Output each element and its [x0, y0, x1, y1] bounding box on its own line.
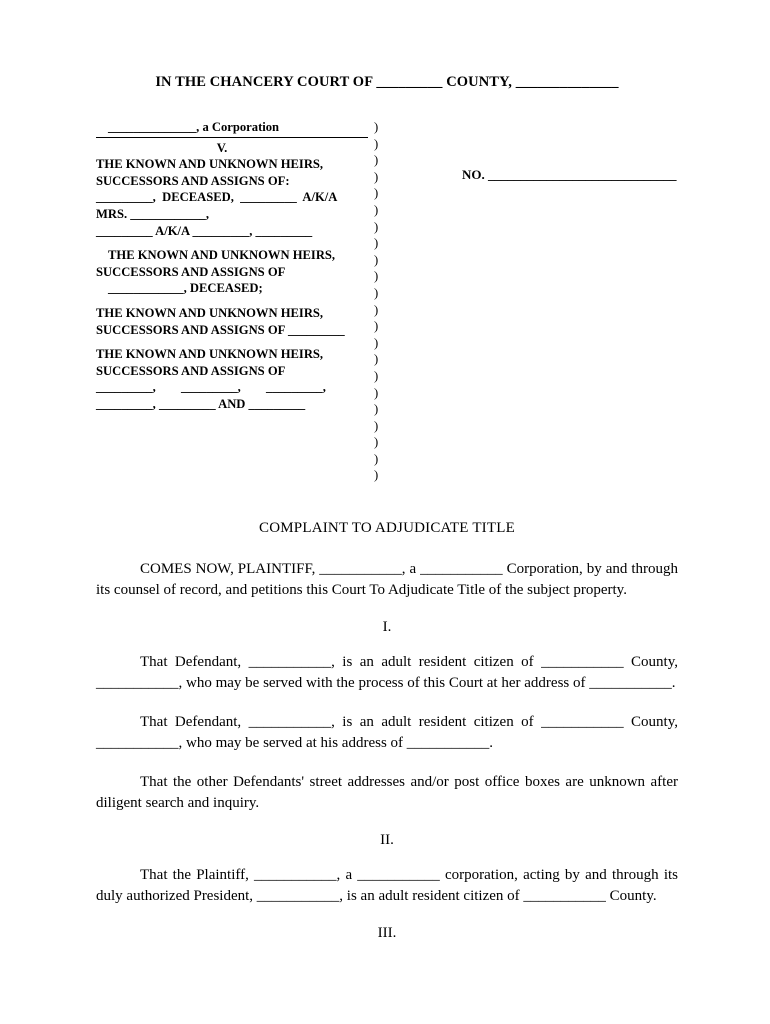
caption-paren: ): [374, 186, 379, 201]
caption-paren-column: [374, 119, 414, 484]
caption-paren: ): [374, 451, 379, 466]
paragraph-3: [96, 772, 678, 814]
defendant-3-line-2: SUCCESSORS AND ASSIGNS OF _________: [96, 322, 345, 337]
intro-text: COMES NOW, PLAINTIFF, ___________, a ___________ Corporation, by and through its counsel of record, and petitions this Court To Adjudicate Title of the subject property.: [96, 561, 678, 599]
caption-paren: ): [374, 136, 379, 151]
case-caption: [96, 119, 678, 484]
case-number-block: [414, 119, 678, 184]
caption-paren: ): [374, 202, 379, 217]
defendant-1-line-4: MRS. ____________,: [96, 206, 209, 221]
caption-paren: ): [374, 335, 379, 350]
court-heading: IN THE CHANCERY COURT OF _________ COUNTY, ______________: [155, 74, 619, 90]
caption-paren: ): [374, 169, 379, 184]
paragraph-2-text: That Defendant, ___________, is an adult resident citizen of ___________ County, ___________, who may be served at his address of ___________.: [96, 714, 678, 752]
section-number-ii: II.: [380, 832, 394, 849]
caption-paren: ): [374, 435, 379, 450]
caption-parties: [96, 119, 374, 413]
paragraph-4: [96, 865, 678, 907]
caption-paren: ): [374, 153, 379, 168]
defendant-1-line-5: _________ A/K/A _________, _________: [96, 223, 313, 238]
defendant-4-line-1: THE KNOWN AND UNKNOWN HEIRS,: [96, 347, 324, 362]
caption-paren: ): [374, 468, 379, 483]
paragraph-4-text: That the Plaintiff, ___________, a ___________ corporation, acting by and through its duly authorized President, ___________, is an adult resident citizen of ___________ County.: [96, 867, 678, 905]
paragraph-3-text: That the other Defendants' street addresses and/or post office boxes are unknown after diligent search and inquiry.: [96, 774, 678, 812]
caption-paren: ): [374, 120, 379, 134]
caption-paren: ): [374, 252, 379, 267]
section-number-iii: III.: [377, 925, 397, 942]
defendant-2-line-1: THE KNOWN AND UNKNOWN HEIRS,: [108, 248, 336, 263]
paragraph-1-text: That Defendant, ___________, is an adult resident citizen of ___________ County, ___________, who may be served with the process of this Court at her address of ___________.: [96, 654, 678, 692]
defendant-1-line-2: SUCCESSORS AND ASSIGNS OF:: [96, 173, 290, 188]
defendant-2-line-2: SUCCESSORS AND ASSIGNS OF: [96, 264, 286, 279]
caption-paren: ): [374, 352, 379, 367]
defendant-4-line-3: _________, _________, _________,: [96, 380, 326, 395]
versus-label: V.: [216, 140, 228, 155]
caption-paren: ): [374, 269, 379, 284]
defendant-4-line-4: _________, _________ AND _________: [96, 396, 306, 411]
caption-paren: ): [374, 319, 379, 334]
caption-spacer-1: [96, 239, 374, 247]
defendant-1-line-3: _________, DECEASED, _________ A/K/A: [96, 190, 338, 205]
plaintiff-name-line: ______________, a Corporation: [108, 120, 280, 134]
case-number-label: NO.: [462, 167, 485, 182]
defendant-3-line-1: THE KNOWN AND UNKNOWN HEIRS,: [96, 305, 324, 320]
paragraph-2: [96, 712, 678, 754]
caption-spacer-3: [96, 338, 374, 346]
defendant-4-line-2: SUCCESSORS AND ASSIGNS OF: [96, 363, 286, 378]
caption-paren: ): [374, 219, 379, 234]
caption-paren: ): [374, 385, 379, 400]
caption-paren: ): [374, 236, 379, 251]
paragraph-1: [96, 652, 678, 694]
caption-paren: ): [374, 402, 379, 417]
defendant-2-line-3: ____________, DECEASED;: [108, 281, 263, 296]
document-title: COMPLAINT TO ADJUDICATE TITLE: [259, 520, 515, 537]
case-number-blank: _____________________________: [488, 167, 677, 182]
caption-divider-rule: [96, 137, 368, 138]
intro-paragraph: [96, 559, 678, 601]
caption-spacer-2: [96, 297, 374, 305]
caption-paren: ): [374, 285, 379, 300]
defendant-1-line-1: THE KNOWN AND UNKNOWN HEIRS,: [96, 157, 324, 172]
caption-paren: ): [374, 418, 379, 433]
caption-paren: ): [374, 302, 379, 317]
section-number-i: I.: [382, 619, 392, 636]
caption-paren: ): [374, 368, 379, 383]
